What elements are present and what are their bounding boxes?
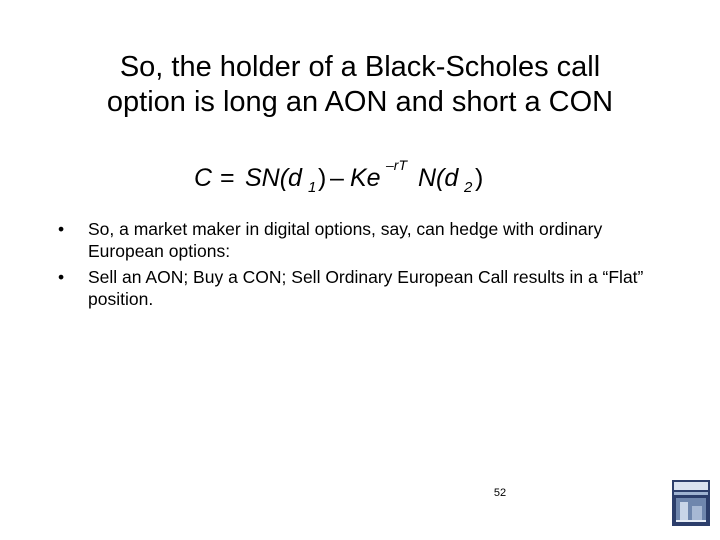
slide-title bbox=[40, 50, 680, 120]
list-item bbox=[58, 266, 658, 310]
formula-close-2: ) bbox=[475, 164, 484, 192]
bullet-text: Sell an AON; Buy a CON; Sell Ordinary European Call results in a “Flat” position. bbox=[88, 267, 644, 309]
bullet-list bbox=[58, 218, 658, 314]
formula-minus: – bbox=[330, 164, 344, 192]
formula-sub-1: 1 bbox=[308, 179, 317, 196]
bullet-text: So, a market maker in digital options, say, can hedge with ordinary European options: bbox=[88, 219, 603, 261]
formula-exponent: –rT bbox=[386, 157, 407, 173]
formula-ke: Ke bbox=[350, 164, 381, 192]
formula-sub-2: 2 bbox=[464, 179, 473, 196]
title-line-2: option is long an AON and short a CON bbox=[106, 86, 614, 118]
page-number: 52 bbox=[493, 487, 507, 499]
formula-close-1: ) bbox=[318, 164, 327, 192]
formula-c: C bbox=[194, 164, 213, 192]
list-item bbox=[58, 218, 658, 262]
black-scholes-formula bbox=[190, 152, 490, 198]
title-line-1: So, the holder of a Black-Scholes call bbox=[119, 51, 601, 83]
formula-n: N(d bbox=[418, 164, 459, 192]
bullet-marker: • bbox=[58, 219, 65, 239]
formula-sn: SN(d bbox=[245, 164, 302, 192]
book-cover-icon bbox=[672, 480, 710, 526]
bullet-marker: • bbox=[58, 267, 65, 287]
formula-equals: = bbox=[220, 164, 235, 192]
